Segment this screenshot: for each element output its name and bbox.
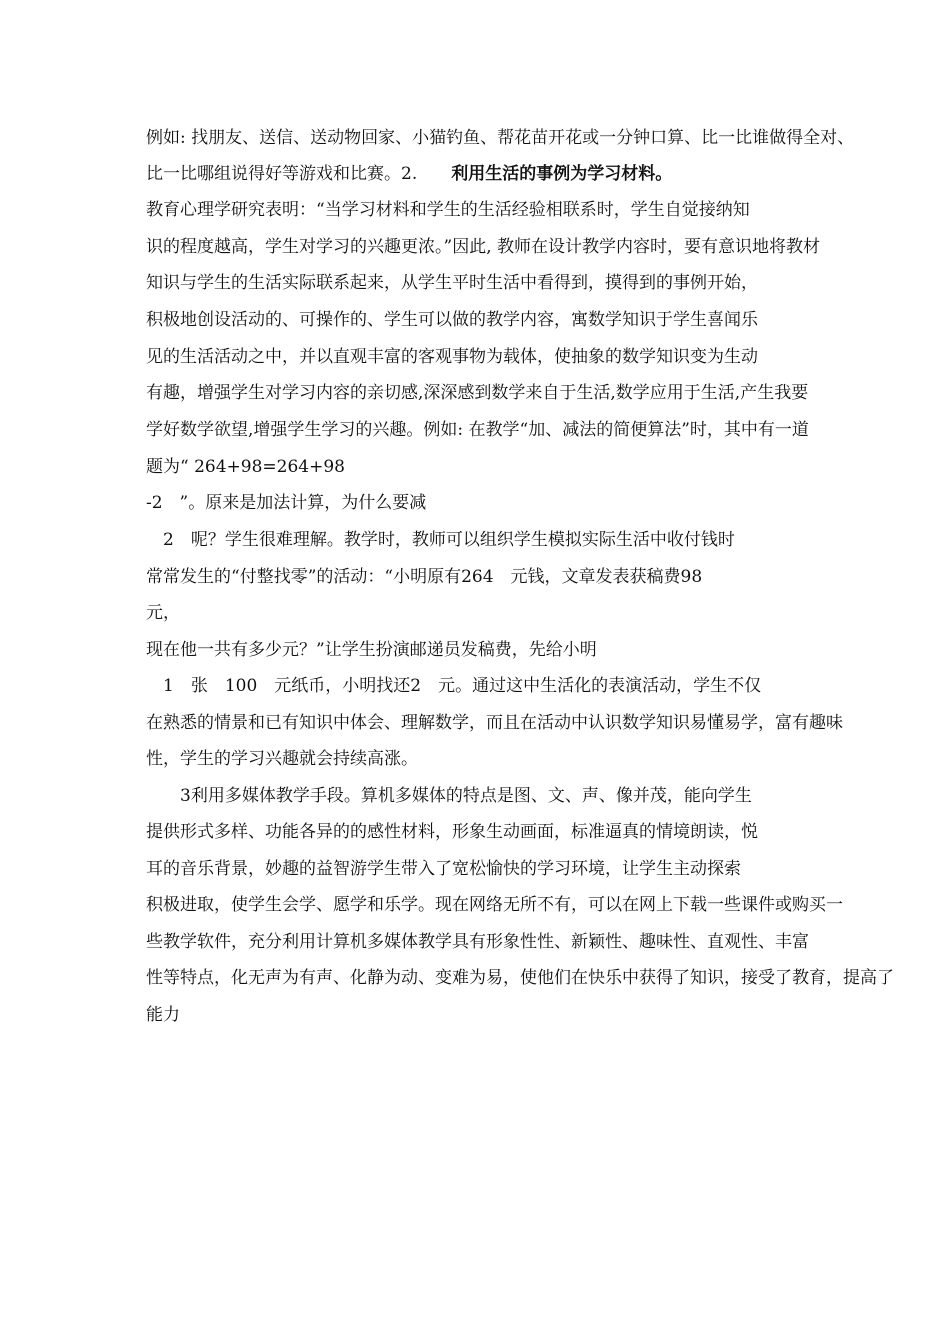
text-line-12: 2 呢？学生很难理解。教学时，教师可以组织学生模拟实际生活中收付钱时: [146, 530, 735, 550]
text-line-16: 1 张 100 元纸币，小明找还2 元。通过这中生活化的表演活动，学生不仅: [146, 676, 762, 696]
text-line-1: 例如: 找朋友、送信、送动物回家、小猫钓鱼、帮花苗开花或一分钟口算、比一比谁做得全对、: [146, 128, 855, 148]
text-line-7: 见的生活活动之中，并以直观丰富的客观事物为载体，使抽象的数学知识变为生动: [146, 347, 758, 367]
text-line-17: 在熟悉的情景和已有知识中体会、理解数学，而且在活动中认识数学知识易懂易学，富有趣味: [146, 713, 843, 733]
text-line-21: 耳的音乐背景，妙趣的益智游学生带入了宽松愉快的学习环境，让学生主动探索: [146, 859, 741, 879]
text-line-19: 3利用多媒体教学手段。算机多媒体的特点是图、文、声、像并茂，能向学生: [146, 786, 752, 806]
text-line-24: 性等特点，化无声为有声、化静为动、变难为易，使他们在快乐中获得了知识，接受了教育，提高了: [146, 968, 894, 988]
text-line-23: 些教学软件，充分利用计算机多媒体教学具有形象性性、新颖性、趣味性、直观性、丰富: [146, 932, 809, 952]
text-line-2: [146, 163, 672, 185]
text-line-4: 识的程度越高，学生对学习的兴趣更浓。”因此, 教师在设计教学内容时，要有意识地将教材: [146, 237, 820, 257]
section-heading-2: 利用生活的事例为学习材料。: [451, 164, 673, 184]
text-line-10: 题为“ 264+98=264+98: [146, 457, 345, 477]
text-line-2-body: 比一比哪组说得好等游戏和比赛。2.: [146, 164, 418, 184]
text-line-25: 能力: [146, 1005, 180, 1025]
text-line-11: -2 ”。原来是加法计算，为什么要减: [146, 493, 427, 513]
text-line-14: 元，: [146, 603, 180, 623]
text-line-15: 现在他一共有多少元？”让学生扮演邮递员发稿费，先给小明: [146, 640, 597, 660]
text-line-22: 积极进取，使学生会学、愿学和乐学。现在网络无所不有，可以在网上下载一些课件或购买一: [146, 895, 843, 915]
text-line-18: 性，学生的学习兴趣就会持续高涨。: [146, 749, 418, 769]
text-line-13: 常常发生的“付整找零”的活动：“小明原有264 元钱，文章发表获稿费98: [146, 567, 703, 587]
text-line-6: 积极地创设活动的、可操作的、学生可以做的教学内容，寓数学知识于学生喜闻乐: [146, 310, 758, 330]
text-line-9: 学好数学欲望,增强学生学习的兴趣。例如: 在教学“加、减法的简便算法”时，其中有一道: [146, 420, 809, 440]
text-line-20: 提供形式多样、功能各异的的感性材料，形象生动画面，标准逼真的情境朗读，悦: [146, 822, 758, 842]
text-line-5: 知识与学生的生活实际联系起来，从学生平时生活中看得到，摸得到的事例开始，: [146, 273, 758, 293]
text-line-3: 教育心理学研究表明：“当学习材料和学生的生活经验相联系时，学生自觉接纳知: [146, 200, 750, 220]
text-line-8: 有趣，增强学生对学习内容的亲切感,深深感到数学来自于生活,数学应用于生活,产生我要: [146, 383, 809, 403]
